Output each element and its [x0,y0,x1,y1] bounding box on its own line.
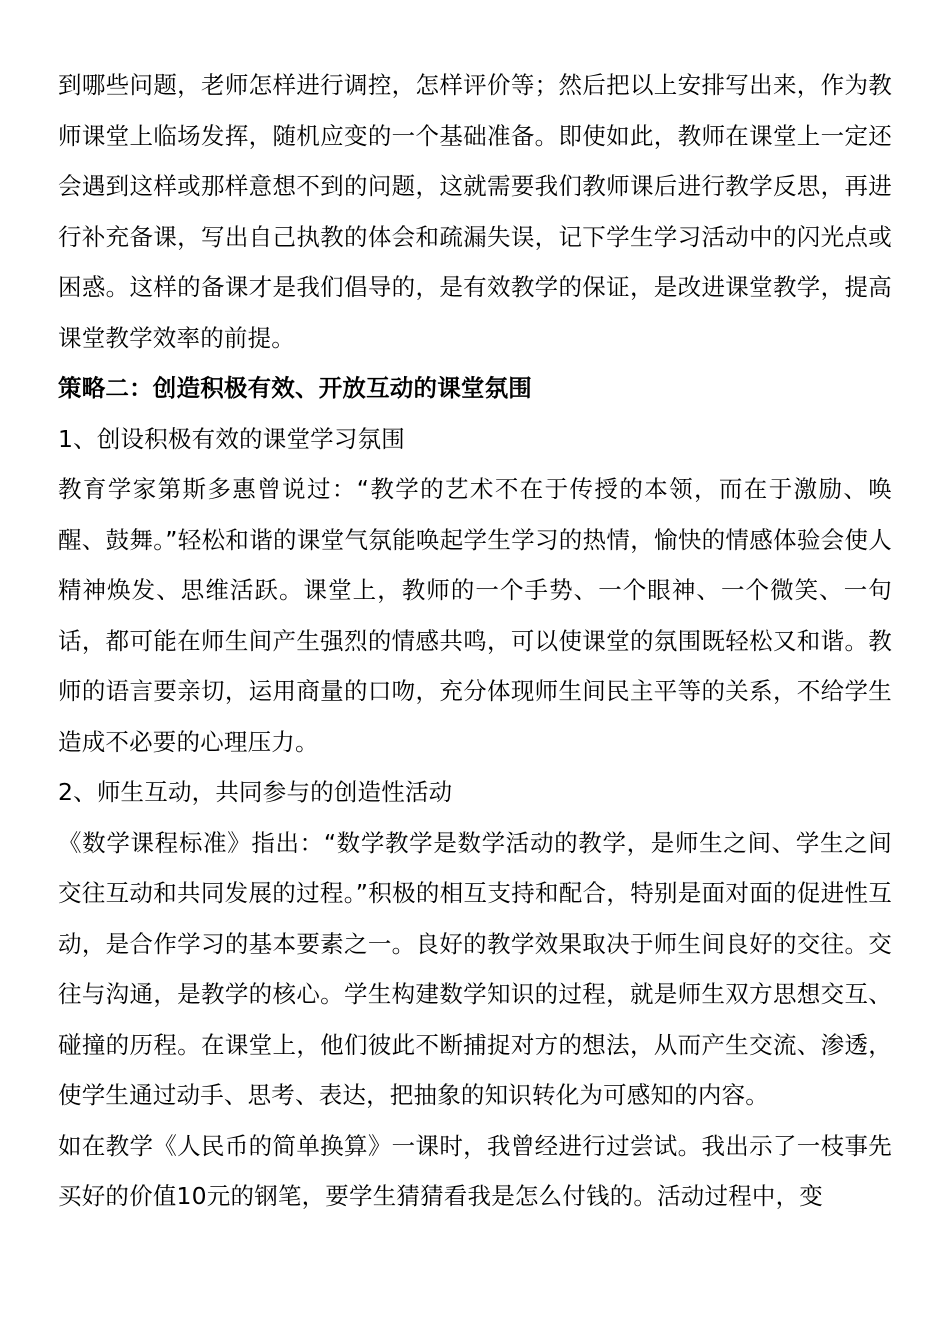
subheading-2: 2、师生互动，共同参与的创造性活动 [58,778,453,806]
paragraph-example-lesson: 如在教学《人民币的简单换算》一课时，我曾经进行过尝试。我出示了一枝事先买好的价值10元的钢笔，要学生猜猜看我是怎么付钱的。活动过程中，变 [58,1131,892,1210]
section-heading-strategy-two: 策略二：创造积极有效、开放互动的课堂氛围 [58,374,532,402]
paragraph-continuation: 到哪些问题，老师怎样进行调控，怎样评价等；然后把以上安排写出来，作为教师课堂上临场发挥，随机应变的一个基础准备。即使如此，教师在课堂上一定还会遇到这样或那样意想不到的问题，这就需要我们教师课后进行教学反思，再进行补充备课，写出自己执教的体会和疏漏失误，记下学生学习活动中的闪光点或困惑。这样的备课才是我们倡导的，是有效教学的保证，是改进课堂教学，提高课堂教学效率的前提。 [58,71,892,352]
paragraph-classroom-atmosphere: 教育学家第斯多惠曾说过：“教学的艺术不在于传授的本领，而在于激励、唤醒、鼓舞。”轻松和谐的课堂气氛能唤起学生学习的热情，愉快的情感体验会使人精神焕发、思维活跃。课堂上，教师的一个手势、一个眼神、一个微笑、一句话，都可能在师生间产生强烈的情感共鸣，可以使课堂的氛围既轻松又和谐。教师的语言要亲切，运用商量的口吻，充分体现师生间民主平等的关系，不给学生造成不必要的心理压力。 [58,475,892,756]
subheading-1: 1、创设积极有效的课堂学习氛围 [58,424,405,453]
paragraph-teacher-student-interaction: 《数学课程标准》指出：“数学教学是数学活动的教学，是师生之间、学生之间交往互动和共同发展的过程。”积极的相互支持和配合，特别是面对面的促进性互动，是合作学习的基本要素之一。良好的教学效果取决于师生间良好的交往。交往与沟通，是教学的核心。学生构建数学知识的过程，就是师生双方思想交互、碰撞的历程。在课堂上，他们彼此不断捕捉对方的想法，从而产生交流、渗透，使学生通过动手、思考、表达，把抽象的知识转化为可感知的内容。 [58,828,892,1109]
document-page [58,60,892,1222]
